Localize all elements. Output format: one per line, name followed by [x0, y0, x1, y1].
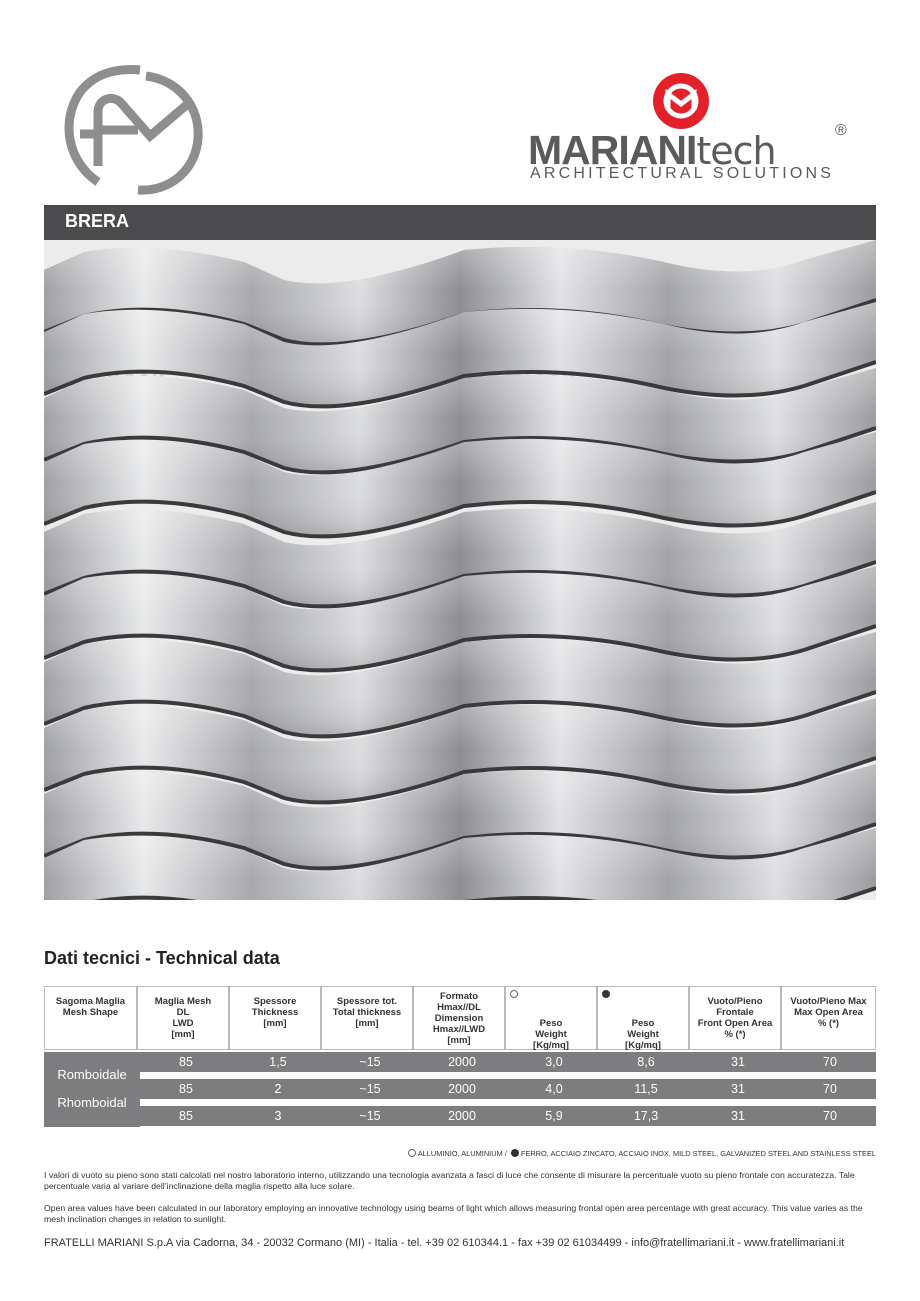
cell-mesh: 85 — [179, 1082, 193, 1096]
cell-total-thickness: ~15 — [359, 1055, 381, 1069]
cell-weight-aluminium: 5,9 — [545, 1109, 563, 1123]
table-row — [140, 1106, 876, 1126]
mariani-tech-logo — [528, 70, 858, 185]
registered-mark: ® — [835, 122, 847, 139]
material-legend — [406, 1149, 876, 1158]
aluminium-dot-icon — [510, 990, 518, 998]
cell-dimension: 2000 — [448, 1055, 476, 1069]
cell-weight-aluminium: 4,0 — [545, 1082, 563, 1096]
header-mesh-shape: Sagoma Maglia Mesh Shape — [44, 986, 137, 1050]
emblem-logo-icon — [58, 62, 208, 196]
product-title-bar — [44, 205, 876, 240]
brand-name-bold: MARIANI — [528, 127, 697, 173]
header-max-open-area: Vuoto/Pieno Max Max Open Area % (*) — [781, 986, 876, 1050]
cell-front-open-area: 31 — [731, 1055, 745, 1069]
cell-dimension: 2000 — [448, 1082, 476, 1096]
mesh-photo — [44, 240, 876, 900]
table-row — [140, 1052, 876, 1072]
header-front-open-area: Vuoto/Pieno Frontale Front Open Area % (*) — [689, 986, 781, 1050]
cell-thickness: 2 — [274, 1082, 282, 1096]
brand-name-light: tech — [696, 129, 776, 173]
cell-max-open-area: 70 — [823, 1055, 837, 1069]
technical-data-table — [44, 986, 876, 1127]
steel-dot-icon — [602, 990, 610, 998]
company-footer: FRATELLI MARIANI S.p.A via Cadorna, 34 - 20032 Cormano (MI) - Italia - tel. +39 02 610344.1 - fax +39 02 61034499 - info@fratellimariani.it - www.fratellimariani.it — [44, 1237, 845, 1249]
header-weight-steel-label: Peso Weight [Kg/mq] — [625, 1018, 661, 1051]
header-mesh-size: Maglia Mesh DL LWD [mm] — [137, 986, 229, 1050]
steel-legend-icon — [511, 1149, 519, 1157]
cell-weight-aluminium: 3,0 — [545, 1055, 563, 1069]
cell-weight-steel: 17,3 — [633, 1109, 659, 1123]
cell-thickness: 3 — [274, 1109, 282, 1123]
cell-front-open-area: 31 — [731, 1109, 745, 1123]
cell-max-open-area: 70 — [823, 1082, 837, 1096]
cell-weight-steel: 8,6 — [637, 1055, 655, 1069]
header-weight-aluminium — [505, 986, 597, 1050]
cell-dimension: 2000 — [448, 1109, 476, 1123]
row-label-english: Rhomboidal — [57, 1095, 127, 1110]
note-italian: I valori di vuoto su pieno sono stati calcolati nel nostro laboratorio interno, utilizzando una tecnologia avanzata a fasci di luce che consente di misurare la percentuale vuoto su pieno frontale con accuratezza. Tale percentuale varia al variare dell’inclinazione della maglia rispetto alla luce solare. — [44, 1170, 855, 1191]
header-total-thickness: Spessore tot. Total thickness [mm] — [321, 986, 413, 1050]
cell-total-thickness: ~15 — [359, 1109, 381, 1123]
cell-max-open-area: 70 — [823, 1109, 837, 1123]
aluminium-legend-icon — [408, 1149, 416, 1157]
table-row — [140, 1079, 876, 1099]
cell-weight-steel: 11,5 — [634, 1082, 658, 1096]
mariani-m-mark-icon — [650, 70, 712, 132]
header-dimension: Formato Hmax//DL Dimension Hmax//LWD [mm] — [413, 986, 505, 1050]
header-weight-aluminium-label: Peso Weight [Kg/mq] — [533, 1018, 569, 1051]
row-label-block — [44, 1052, 140, 1127]
expanded-metal-mesh-illustration — [44, 240, 876, 900]
legend-steel: FERRO, ACCIAIO ZINCATO, ACCIAIO INOX, MILD STEEL, GALVANIZED STEEL AND STAINLESS STEEL — [520, 1149, 876, 1158]
legend-aluminium: ALLUMINIO, ALUMINIUM / — [417, 1149, 507, 1158]
cell-mesh: 85 — [179, 1055, 193, 1069]
brand-tagline: ARCHITECTURAL SOLUTIONS — [530, 165, 835, 182]
row-label-italian: Romboidale — [57, 1067, 127, 1082]
cell-mesh: 85 — [179, 1109, 193, 1123]
technical-data-heading: Dati tecnici - Technical data — [44, 948, 280, 968]
cell-total-thickness: ~15 — [359, 1082, 381, 1096]
header-weight-steel — [597, 986, 689, 1050]
header-thickness: Spessore Thickness [mm] — [229, 986, 321, 1050]
product-title: BRERA — [65, 211, 130, 231]
cell-thickness: 1,5 — [269, 1055, 287, 1069]
note-english: Open area values have been calculated in our laboratory employing an innovative technology using beams of light which allows measuring frontal open area percentage with great accuracy. This value varies as the mesh inclination changes in relation to sunlight. — [44, 1203, 863, 1224]
cell-front-open-area: 31 — [731, 1082, 745, 1096]
